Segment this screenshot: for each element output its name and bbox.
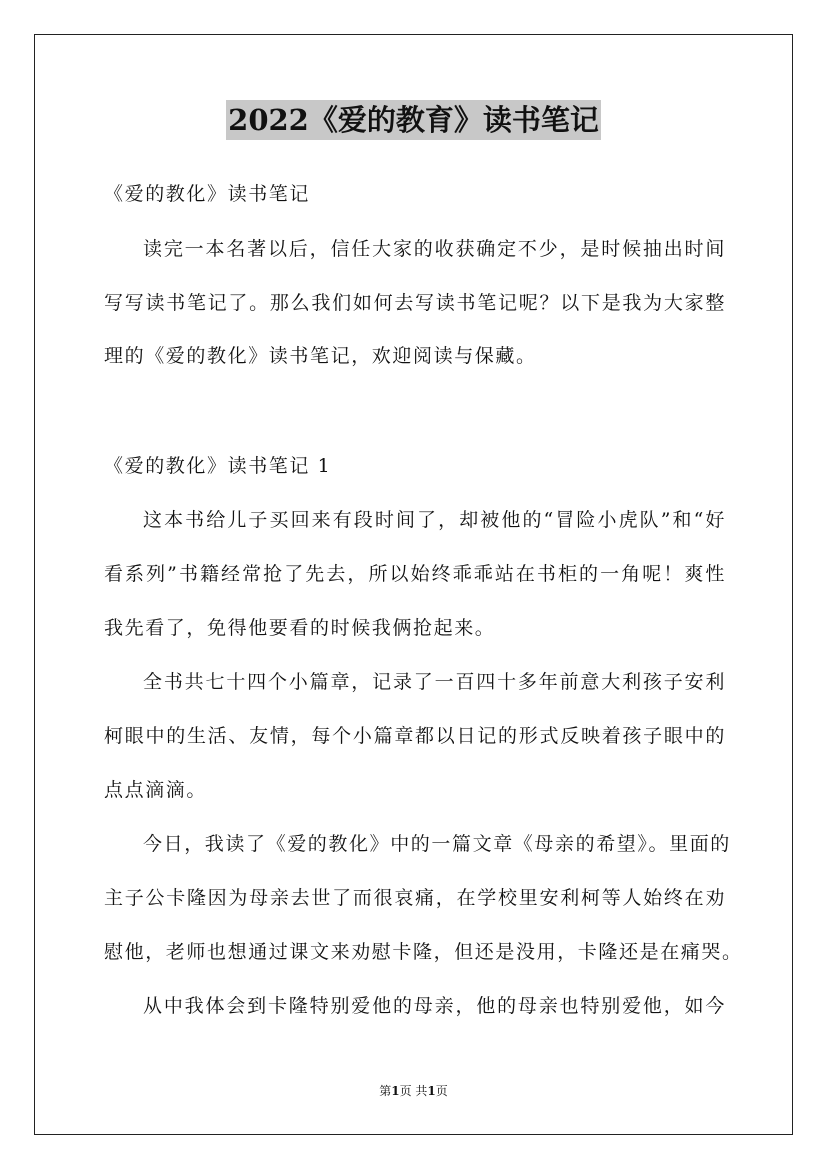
footer-page-prefix: 第 <box>379 1084 392 1098</box>
section-heading: 《爱的教化》读书笔记 1 <box>104 455 332 477</box>
page-footer <box>0 1083 827 1099</box>
footer-page-mid: 页 共 <box>399 1084 428 1098</box>
paragraph-line: 写写读书笔记了。那么我们如何去写读书笔记呢？以下是我为大家整 <box>104 292 726 314</box>
paragraph-line: 理的《爱的教化》读书笔记，欢迎阅读与保藏。 <box>104 345 537 367</box>
paragraph-line: 这本书给儿子买回来有段时间了，却被他的“冒险小虎队”和“好 <box>143 509 726 531</box>
paragraph-line: 慰他，老师也想通过课文来劝慰卡隆，但还是没用，卡隆还是在痛哭。 <box>104 941 743 963</box>
paragraph-line: 主子公卡隆因为母亲去世了而很哀痛，在学校里安利柯等人始终在劝 <box>104 887 726 909</box>
paragraph-line: 我先看了，免得他要看的时候我俩抢起来。 <box>104 617 496 639</box>
title-container <box>0 100 827 140</box>
paragraph-line: 全书共七十四个小篇章，记录了一百四十多年前意大利孩子安利 <box>143 671 726 693</box>
footer-page-current: 1 <box>391 1084 400 1098</box>
document-title: 2022《爱的教育》读书笔记 <box>226 100 601 140</box>
paragraph-line: 点点滴滴。 <box>104 779 208 801</box>
paragraph-line: 看系列”书籍经常抢了先去，所以始终乖乖站在书柜的一角呢！爽性 <box>104 563 726 585</box>
paragraph-line: 柯眼中的生活、友情，每个小篇章都以日记的形式反映着孩子眼中的 <box>104 725 726 747</box>
footer-page-suffix: 页 <box>435 1084 448 1098</box>
paragraph-line: 今日，我读了《爱的教化》中的一篇文章《母亲的希望》。里面的 <box>143 833 731 855</box>
paragraph-line: 从中我体会到卡隆特别爱他的母亲，他的母亲也特别爱他，如今 <box>143 995 726 1017</box>
section-heading: 《爱的教化》读书笔记 <box>104 183 311 205</box>
paragraph-line: 读完一本名著以后，信任大家的收获确定不少，是时候抽出时间 <box>143 238 726 260</box>
footer-page-total: 1 <box>427 1084 436 1098</box>
